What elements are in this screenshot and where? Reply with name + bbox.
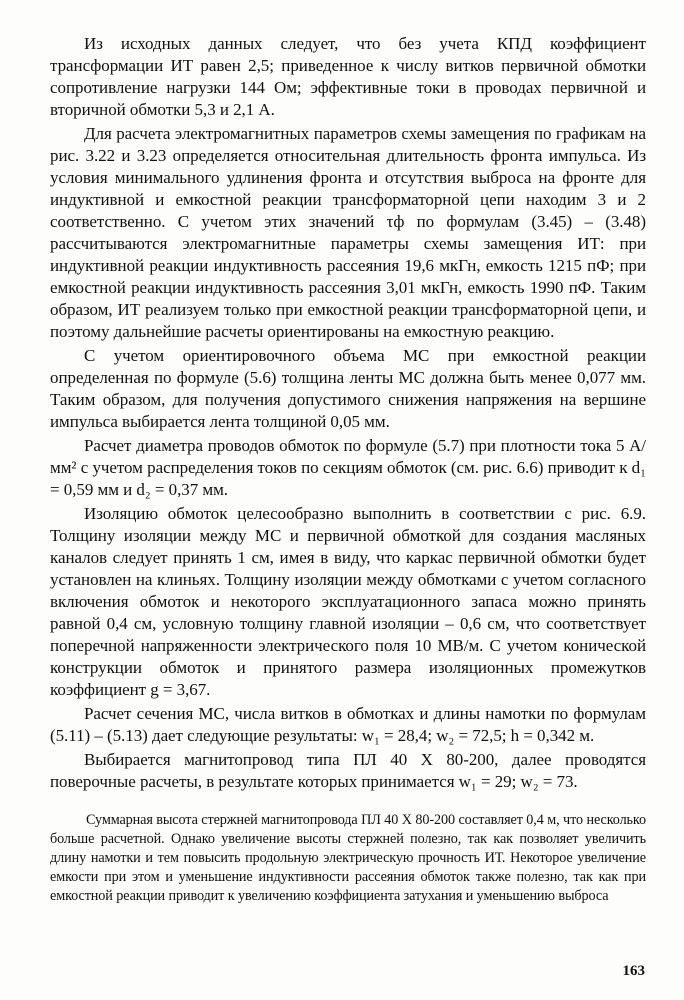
paragraph-source-data: Из исходных данных следует, что без учета КПД коэффициент трансформации ИТ равен 2,5; приведенное к числу витков первичной обмотки сопротивление нагрузки 144 Ом; эффективные токи в проводах первичной и вторичной обмотки 5,3 и 2,1 А. (50, 34, 646, 119)
paragraph-core-selection: Выбирается магнитопровод типа ПЛ 40 Х 80-200, далее проводятся поверочные расчеты, в результате которых принимается w₁ = 29; w₂ = 73. (50, 750, 646, 791)
paragraph-core-section: Расчет сечения МС, числа витков в обмотках и длины намотки по формулам (5.11) – (5.13) дает следующие результаты: w₁ = 28,4; w₂ = 72,5; h = 0,342 м. (50, 704, 646, 745)
paragraph-tape-thickness: С учетом ориентировочного объема МС при емкостной реакции определенная по формуле (5.6) толщина ленты МС должна быть менее 0,077 мм. Таким образом, для получения допустимого снижения напряжения на вершине импульса выбирается лента толщиной 0,05 мм. (50, 346, 646, 431)
footnote-paragraph: Суммарная высота стержней магнитопровода ПЛ 40 Х 80-200 составляет 0,4 м, что несколько больше расчетной. Однако увеличение высоты стержней полезно, так как позволяет увеличить длину намотки и тем повысить продольную электрическую прочность ИТ. Некоторое увеличение емкости при этом и уменьшение индуктивности рассеяния обмоток также полезно, так как при емкостной реакции приводит к увеличению коэффициента затухания и уменьшению выброса (50, 812, 646, 904)
page-number: 163 (622, 963, 645, 979)
paragraph-wire-diameter: Расчет диаметра проводов обмоток по формуле (5.7) при плотности тока 5 А/мм² с учетом распределения токов по секциям обмоток (см. рис. 6.6) приводит к d₁ = 0,59 мм и d₂ = 0,37 мм. (50, 436, 646, 499)
page-body (50, 33, 646, 906)
paragraph-equivalent-circuit: Для расчета электромагнитных параметров схемы замещения по графикам на рис. 3.22 и 3.23 определяется относительная длительность фронта импульса. Из условия минимального удлинения фронта и отсутствия выброса на фронте для индуктивной и емкостной реакции трансформаторной цепи находим 3 и 2 соответственно. С учетом этих значений τф по формулам (3.45) – (3.48) рассчитываются электромагнитные параметры схемы замещения ИТ: при индуктивной реакции индуктивность рассеяния 19,6 мкГн, емкость 1215 пФ; при емкостной реакции индуктивность рассеяния 3,01 мкГн, емкость 1990 пФ. Таким образом, ИТ реализуем только при емкостной реакции трансформаторной цепи, и поэтому дальнейшие расчеты ориентированы на емкостную реакцию. (50, 124, 646, 341)
paragraph-insulation: Изоляцию обмоток целесообразно выполнить в соответствии с рис. 6.9. Толщину изоляции между МС и первичной обмоткой для создания масляных каналов следует принять 1 см, имея в виду, что каркас первичной обмотки будет установлен на клиньях. Толщину изоляции между обмотками с учетом согласного включения обмоток и некоторого эксплуатационного запаса можно принять равной 0,4 см, условную толщину главной изоляции – 0,6 см, что соответствует поперечной напряженности электрического поля 10 МВ/м. С учетом конической конструкции обмоток и принятого размера изоляционных промежутков коэффициент g = 3,67. (50, 504, 646, 699)
